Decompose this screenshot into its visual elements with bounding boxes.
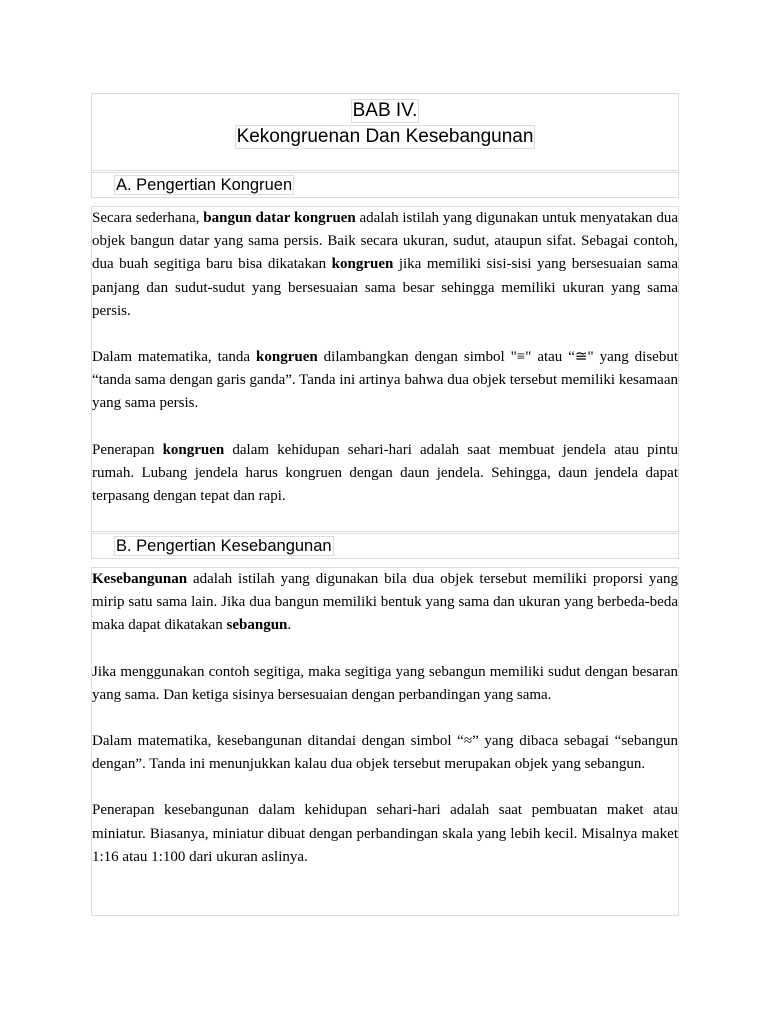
paragraph-text: Jika menggunakan contoh segitiga, maka segitiga yang sebangun memiliki sudut dengan besaran yang sama. Dan ketiga sisinya bersesuaian dengan perbandingan yang sama.: [92, 663, 678, 703]
section-b-body: [91, 567, 679, 916]
paragraph-text: Dalam matematika, kesebangunan ditandai dengan simbol “≈” yang dibaca sebagai “sebangun dengan”. Tanda ini menunjukkan kalau dua objek tersebut merupakan objek yang sebangun.: [92, 733, 678, 773]
bold-term: bangun datar kongruen: [203, 210, 356, 226]
chapter-number: BAB IV.: [352, 100, 418, 121]
section-a-paragraph-3: [92, 439, 678, 509]
paragraph-text: jika memiliki sisi-sisi yang bersesuaian sama panjang dan sudut-sudut yang bersesuaian sama besar sehingga memiliki ukuran yang sama persis.: [92, 256, 678, 319]
section-b-heading: B. Pengertian Kesebangunan: [116, 537, 332, 555]
bold-term: sebangun: [226, 617, 288, 634]
section-a-heading: A. Pengertian Kongruen: [116, 176, 293, 194]
paragraph-text: Penerapan kesebangunan dalam kehidupan sehari-hari adalah saat pembuatan maket atau miniatur. Biasanya, miniatur dibuat dengan perbandingan skala yang lebih kecil. Misalnya maket 1:16 atau 1:100 dari ukuran aslinya.: [92, 802, 678, 865]
section-b-paragraph-3: [92, 730, 678, 776]
document-page: [91, 93, 679, 916]
paragraph-text: dalam kehidupan sehari-hari adalah saat membuat jendela atau pintu rumah. Lubang jendela harus kongruen dengan daun jendela. Sehingga, daun jendela dapat terpasang dengan tepat dan rapi.: [92, 441, 679, 505]
paragraph-text: dilambangkan dengan simbol "≡" atau “≅" yang disebut “tanda sama dengan garis ganda”. Tanda ini artinya bahwa dua objek tersebut memiliki kesamaan yang sama persis.: [92, 349, 679, 412]
section-a-paragraph-1: [92, 207, 678, 323]
section-a-body: [91, 206, 679, 532]
paragraph-text: adalah istilah yang digunakan bila dua objek tersebut memiliki proporsi yang mirip satu sama lain. Jika dua bangun memiliki bentuk yang sama dan ukuran yang berbeda-beda maka dapat dikatakan: [92, 571, 678, 634]
section-a-paragraph-2: [92, 346, 678, 416]
section-a-heading-block: [91, 172, 679, 198]
chapter-title: Kekongruenan Dan Kesebangunan: [236, 126, 534, 147]
chapter-title-block: [91, 93, 679, 171]
section-b-heading-block: [91, 533, 679, 559]
paragraph-text: .: [287, 617, 292, 634]
section-b-paragraph-1: [92, 568, 678, 638]
bold-term: kongruen: [331, 256, 394, 273]
paragraph-text: Penerapan: [92, 441, 163, 458]
paragraph-text: adalah istilah yang digunakan untuk menyatakan dua objek bangun datar yang sama persis. Baik secara ukuran, sudut, ataupun sifat. Sebagai contoh, dua buah segitiga baru bisa dikatakan: [92, 210, 678, 273]
paragraph-text: Secara sederhana,: [92, 210, 204, 226]
bold-term: kongruen: [256, 349, 318, 366]
bold-term: Kesebangunan: [92, 571, 188, 587]
section-b-paragraph-2: [92, 661, 678, 707]
section-b-paragraph-4: [92, 799, 678, 869]
paragraph-text: Dalam matematika, tanda: [92, 349, 257, 366]
bold-term: kongruen: [162, 441, 225, 458]
